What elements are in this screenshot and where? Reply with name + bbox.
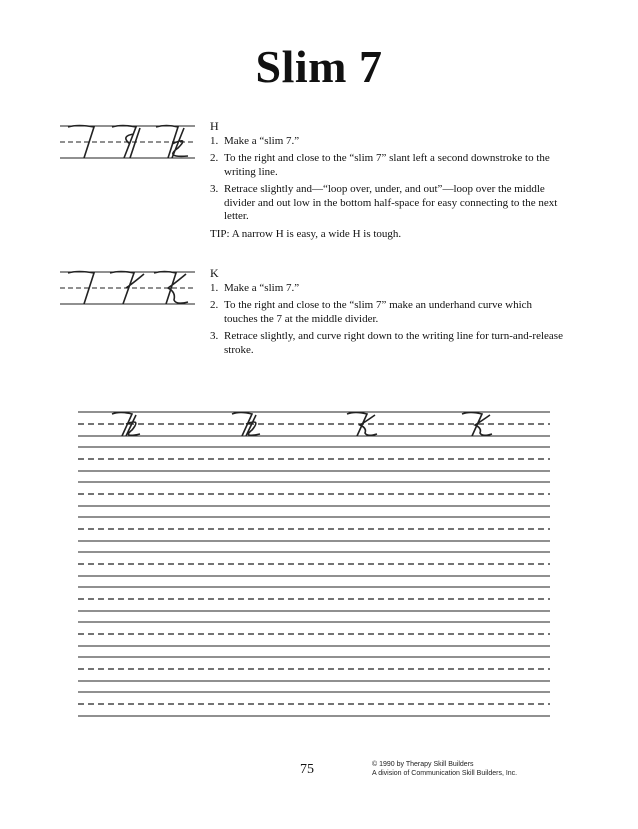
k-instructions	[210, 267, 565, 361]
instruction-step: 2. To the right and close to the “slim 7” slant left a second downstroke to the writing line.	[210, 152, 550, 178]
instruction-step: 1. Make a “slim 7.”	[210, 134, 300, 147]
letter-heading: H	[210, 119, 219, 133]
copyright-notice: © 1990 by Therapy Skill Builders A division of Communication Skill Builders, Inc.	[372, 761, 518, 777]
instruction-step: 1. Make a “slim 7.”	[210, 281, 300, 294]
instruction-step: 3. Retrace slightly and—“loop over, under, and out”—loop over the middle divider and out low in the bottom half-space for easy connecting to the next letter.	[210, 183, 558, 222]
h-instructions	[210, 120, 565, 241]
k-stroke-demo	[60, 268, 195, 308]
sample-letter-h	[232, 413, 260, 437]
page-title: Slim 7	[255, 41, 383, 92]
page-number: 75	[300, 762, 314, 777]
handwriting-practice-area[interactable]	[78, 408, 550, 728]
instruction-step: 2. To the right and close to the “slim 7” make an underhand curve which touches the 7 at the middle divider.	[210, 299, 533, 325]
letter-heading: K	[210, 266, 219, 280]
instruction-step: 3. Retrace slightly, and curve right down to the writing line for turn-and-release stroke.	[210, 330, 563, 356]
sample-letter-k	[462, 413, 492, 437]
sample-letter-h	[112, 413, 140, 437]
h-stroke-demo	[60, 122, 195, 162]
tip-text: TIP: A narrow H is easy, a wide H is tough.	[210, 227, 402, 240]
